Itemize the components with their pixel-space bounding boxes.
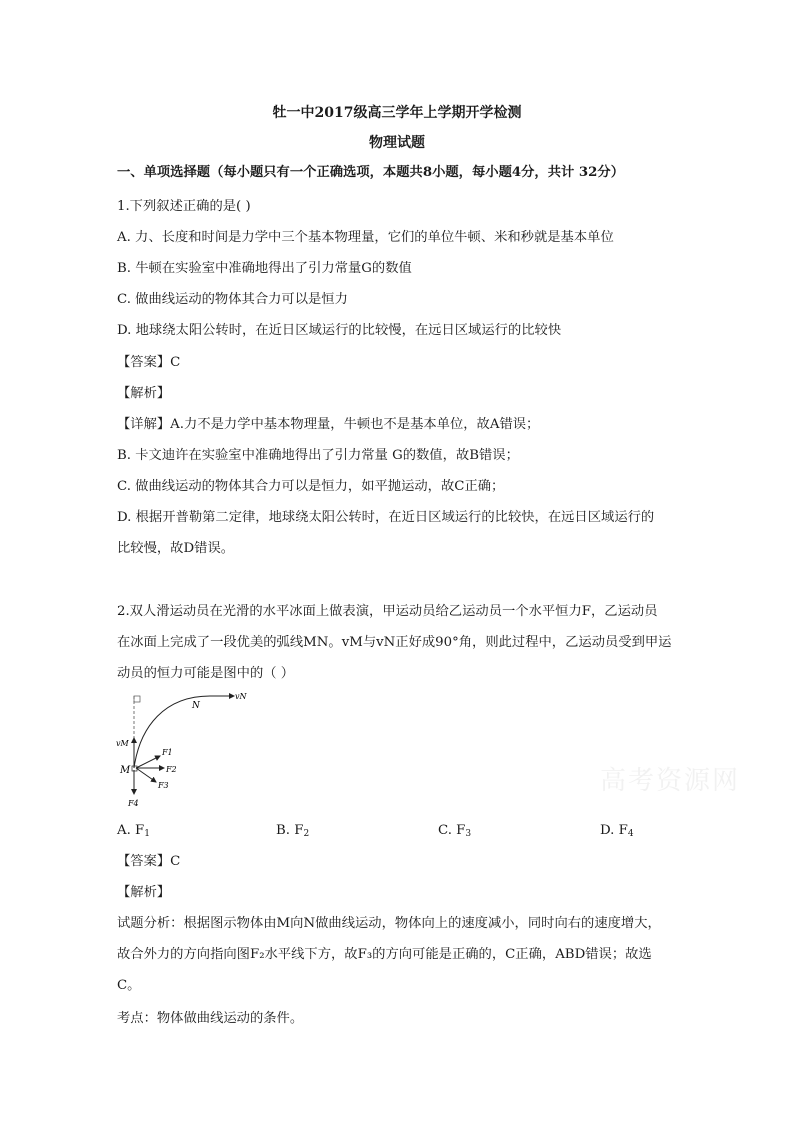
vn-label: vN xyxy=(235,692,247,701)
q2-option-b: B. $F_2$ xyxy=(276,823,310,839)
q1-detail-4: D. 根据开普勒第二定律，地球绕太阳公转时，在近日区域运行的比较快，在远日区域运行的 xyxy=(117,510,655,525)
watermark: 高考资源网 xyxy=(600,766,741,796)
motion-diagram xyxy=(110,686,260,811)
q1-option-d: D. 地球绕太阳公转时，在近日区域运行的比较慢，在远日区域运行的比较快 xyxy=(117,323,562,338)
q2-analysis-line-2: 故合外力的方向指向图F₂水平线下方，故F₃的方向可能是正确的，C正确，ABD错误；故选 xyxy=(117,947,652,962)
q1-detail-5: 比较慢，故D错误。 xyxy=(117,541,235,556)
f3-label: F3 xyxy=(158,781,169,790)
q2-option-d: D. $F_4$ xyxy=(600,823,634,839)
f1-arrow xyxy=(136,756,160,768)
q2-analysis-line-3: C。 xyxy=(117,978,141,993)
q1-option-c: C. 做曲线运动的物体其合力可以是恒力 xyxy=(117,292,348,307)
exam-title: 牡一中2017级高三学年上学期开学检测 xyxy=(272,105,522,121)
q1-answer: 【答案】C xyxy=(117,355,181,370)
q1-option-b: B. 牛顿在实验室中准确地得出了引力常量G的数值 xyxy=(117,261,412,276)
q1-stem: 1.下列叙述正确的是( ) xyxy=(117,199,251,214)
q2-option-a: A. $F_1$ xyxy=(117,823,151,839)
q1-detail-2: B. 卡文迪许在实验室中准确地得出了引力常量 G的数值，故B错误； xyxy=(117,448,519,463)
f2-label: F2 xyxy=(166,765,177,774)
q2-stem-line-3: 动员的恒力可能是图中的（ ） xyxy=(117,666,295,681)
section-heading: 一、单项选择题（每小题只有一个正确选项，本题共8小题，每小题4分，共计 32分） xyxy=(117,165,625,180)
vm-label: vM xyxy=(116,739,129,748)
f4-label: F4 xyxy=(128,799,139,808)
q2-kaodian: 考点：物体做曲线运动的条件。 xyxy=(117,1011,304,1026)
q2-stem-line-1: 2.双人滑运动员在光滑的水平冰面上做表演，甲运动员给乙运动员一个水平恒力F，乙运动员 xyxy=(117,604,658,619)
m-label: M xyxy=(120,765,131,776)
q2-option-c: C. $F_3$ xyxy=(438,823,472,839)
q2-analysis-label: 【解析】 xyxy=(117,885,171,900)
exam-subject: 物理试题 xyxy=(369,135,425,151)
q2-answer: 【答案】C xyxy=(117,854,181,869)
f1-label: F1 xyxy=(162,748,173,757)
q1-detail-3: C. 做曲线运动的物体其合力可以是恒力，如平抛运动，故C正确； xyxy=(117,479,505,494)
q1-option-a: A. 力、长度和时间是力学中三个基本物理量，它们的单位牛顿、米和秒就是基本单位 xyxy=(117,230,614,245)
n-label: N xyxy=(192,701,200,711)
q2-stem-line-2: 在冰面上完成了一段优美的弧线MN。vM与vN正好成90°角，则此过程中，乙运动员受到甲运 xyxy=(117,635,672,650)
q1-detail-1: 【详解】A.力不是力学中基本物理量，牛顿也不是基本单位，故A错误； xyxy=(117,417,540,432)
f3-arrow xyxy=(136,768,156,782)
q1-analysis-label: 【解析】 xyxy=(117,386,171,401)
q2-analysis-line-1: 试题分析：根据图示物体由M向N做曲线运动，物体向上的速度减小，同时向右的速度增大， xyxy=(117,916,661,931)
right-angle-mark-top xyxy=(134,696,140,702)
